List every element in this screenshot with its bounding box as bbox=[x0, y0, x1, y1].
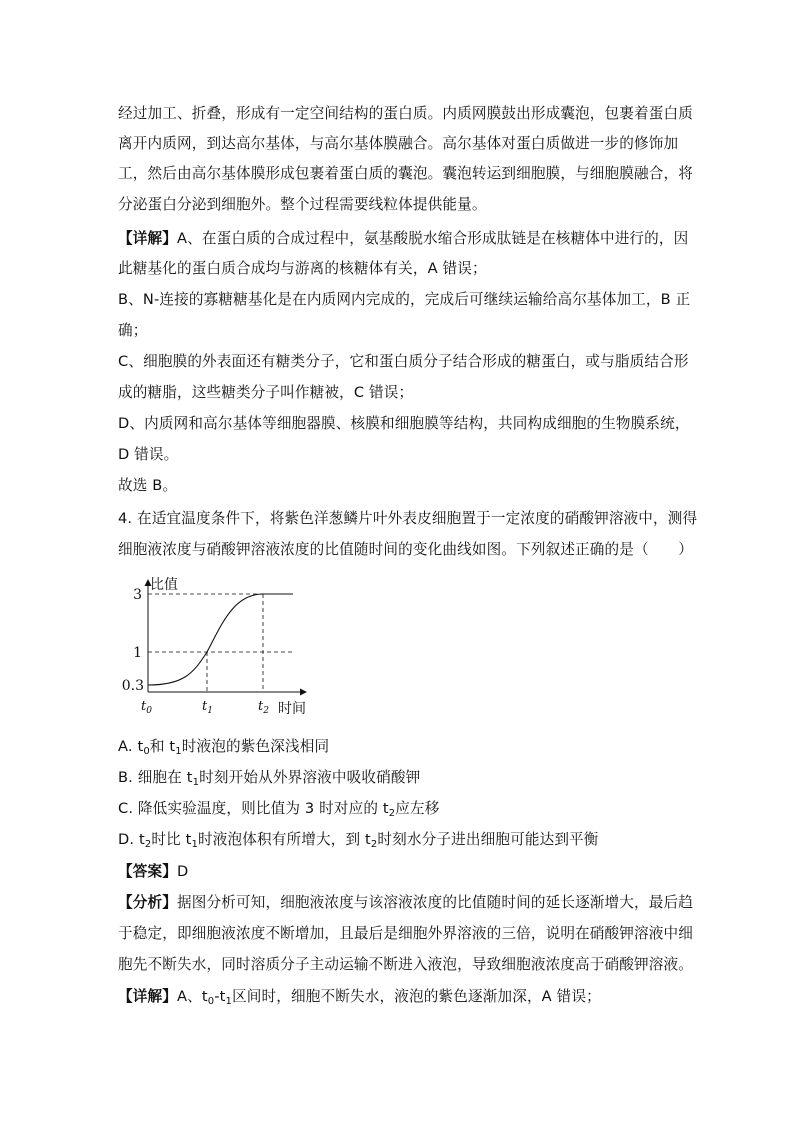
answer-tag: 【答案】 bbox=[118, 863, 177, 880]
text-line: 确； bbox=[118, 322, 148, 339]
text-line: 分泌蛋白分泌到细胞外。整个过程需要线粒体提供能量。 bbox=[118, 196, 487, 213]
option-b: B. 细胞在 $t_1$时刻开始从外界溶液中吸收硝酸钾 bbox=[118, 769, 421, 788]
x-tick-t0: $t_0$ bbox=[141, 699, 152, 716]
option-d: D. $t_2$时比 $t_1$时液泡体积有所增大，到 $t_2$时刻水分子进出细胞可能达到平衡 bbox=[118, 831, 599, 850]
detail-text: A、在蛋白质的合成过程中，氨基酸脱水缩合形成肽链是在核糖体中进行的，因 bbox=[176, 230, 689, 247]
detail-tag: 【详解】 bbox=[118, 988, 177, 1005]
option-c: C. 降低实验温度，则比值为 3 时对应的 $t_2$应左移 bbox=[118, 800, 440, 819]
ratio-curve bbox=[148, 594, 293, 685]
option-a: A. $t_0$和 $t_1$时液泡的紫色深浅相同 bbox=[118, 738, 330, 757]
x-tick-t2: $t_2$ bbox=[258, 699, 269, 716]
text-line: 于稳定，即细胞液浓度不断增加，且最后是细胞外界溶液的三倍，说明在硝酸钾溶液中细 bbox=[118, 925, 694, 942]
answer-value: D bbox=[176, 863, 189, 880]
text-line: C、细胞膜的外表面还有糖类分子，它和蛋白质分子结合形成的糖蛋白，或与脂质结合形 bbox=[118, 353, 689, 370]
detail-tag: 【详解】 bbox=[118, 230, 177, 247]
text-line: 经过加工、折叠，形成有一定空间结构的蛋白质。内质网膜鼓出形成囊泡，包裹着蛋白质 bbox=[118, 105, 694, 122]
text-line: 工，然后由高尔基体膜形成包裹着蛋白质的囊泡。囊泡转运到细胞膜，与细胞膜融合，将 bbox=[118, 165, 694, 182]
question-stem: 4. 在适宜温度条件下，将紫色洋葱鳞片叶外表皮细胞置于一定浓度的硝酸钾溶液中，测得 bbox=[118, 510, 698, 527]
x-tick-t1: $t_1$ bbox=[202, 699, 213, 716]
text-line: 胞先不断失水，同时溶质分子主动运输不断进入液泡，导致细胞液浓度高于硝酸钾溶液。 bbox=[118, 956, 694, 973]
y-axis-label: 比值 bbox=[150, 577, 178, 593]
answer-line bbox=[118, 862, 188, 882]
text-line: 故选 B。 bbox=[118, 477, 178, 494]
text-line: D、内质网和高尔基体等细胞器膜、核膜和细胞膜等结构，共同构成细胞的生物膜系统， bbox=[118, 415, 690, 432]
text-line: 离开内质网，到达高尔基体，与高尔基体膜融合。高尔基体对蛋白质做进一步的修饰加 bbox=[118, 135, 679, 152]
text-line: 成的糖脂，这些糖类分子叫作糖被，C 错误； bbox=[118, 384, 414, 401]
y-tick-0.3: 0.3 bbox=[121, 678, 144, 694]
analysis-line: 【分析】据图分析可知，细胞液浓度与该溶液浓度的比值随时间的延长逐渐增大，最后趋 bbox=[118, 894, 694, 911]
detail-line bbox=[118, 229, 688, 249]
text-line: 此糖基化的蛋白质合成均与游离的核糖体有关，A 错误； bbox=[118, 260, 487, 277]
y-tick-3: 3 bbox=[133, 587, 142, 603]
text-line: B、N-连接的寡糖糖基化是在内质网内完成的，完成后可继续运输给高尔基体加工，B 正 bbox=[118, 291, 691, 308]
detail-line: 【详解】A、$t_0-t_1$区间时，细胞不断失水，液泡的紫色逐渐加深，A 错误； bbox=[118, 988, 601, 1007]
analysis-tag: 【分析】 bbox=[118, 894, 177, 911]
ratio-time-chart bbox=[121, 574, 328, 724]
question-stem: 细胞液浓度与硝酸钾溶液浓度的比值随时间的变化曲线如图。下列叙述正确的是（ ） bbox=[118, 541, 694, 558]
text-line: D 错误。 bbox=[118, 446, 179, 463]
x-axis-label: 时间 bbox=[278, 701, 306, 717]
y-tick-1: 1 bbox=[133, 645, 142, 661]
